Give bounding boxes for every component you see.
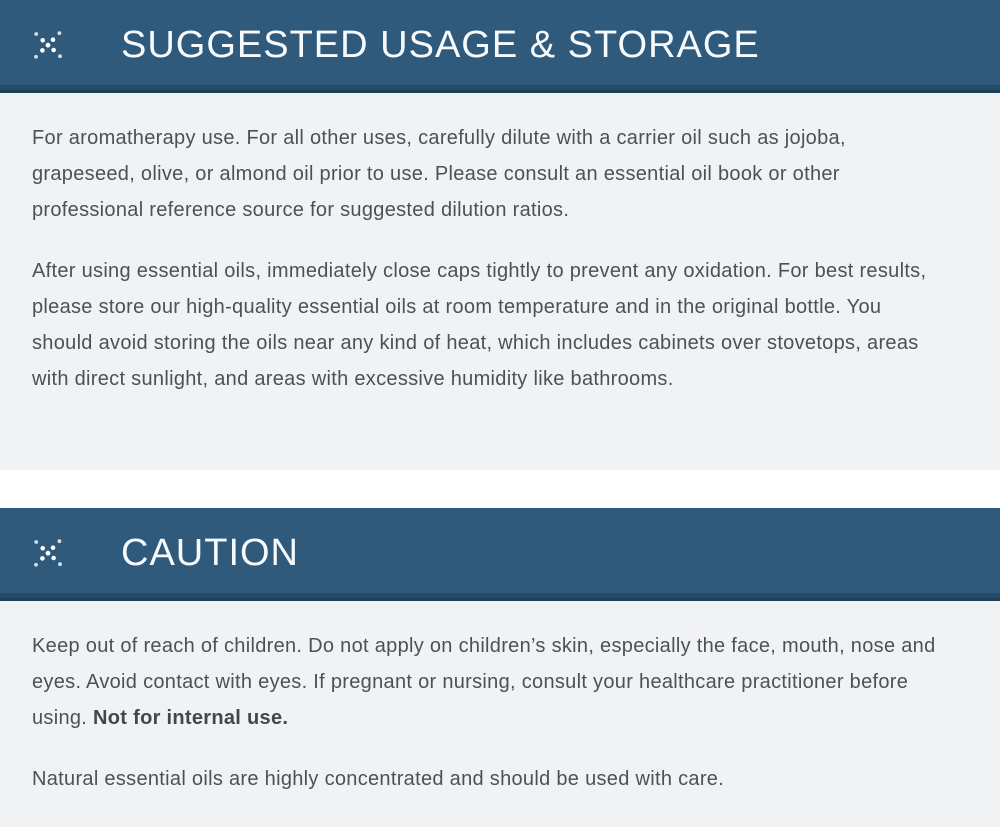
caution-section <box>0 508 1000 827</box>
usage-paragraph-1 <box>32 120 945 228</box>
usage-storage-title: SUGGESTED USAGE & STORAGE <box>121 24 760 66</box>
usage-storage-content <box>0 93 1000 470</box>
caution-paragraph-1-bold: Not for internal use. <box>93 707 289 729</box>
caution-paragraph-2 <box>32 761 945 797</box>
usage-paragraph-2 <box>32 253 945 397</box>
usage-storage-header-bar <box>0 0 1000 93</box>
caution-header-bar <box>0 508 1000 601</box>
caution-content <box>0 601 1000 827</box>
caution-title: CAUTION <box>121 532 299 574</box>
caution-paragraph-2-text: Natural essential oils are highly concentrated and should be used with care. <box>32 768 725 790</box>
caution-paragraph-1-text: Keep out of reach of children. Do not apply on children’s skin, especially the face, mouth, nose and eyes. Avoid contact with eyes. If pregnant or nursing, consult your healthcare practitioner before using. <box>32 635 936 729</box>
usage-paragraph-2-text: After using essential oils, immediately close caps tightly to prevent any oxidation. For best results, please store our high-quality essential oils at room temperature and in the original bottle. You should avoid storing the oils near any kind of heat, which includes cabinets over stovetops, areas with direct sunlight, and areas with excessive humidity like bathrooms. <box>32 260 927 390</box>
dotted-x-icon <box>33 30 63 60</box>
caution-paragraph-1 <box>32 628 945 736</box>
usage-paragraph-1-text: For aromatherapy use. For all other uses, carefully dilute with a carrier oil such as jojoba, grapeseed, olive, or almond oil prior to use. Please consult an essential oil book or other professional reference source for suggested dilution ratios. <box>32 127 846 221</box>
dotted-x-icon <box>33 538 63 568</box>
